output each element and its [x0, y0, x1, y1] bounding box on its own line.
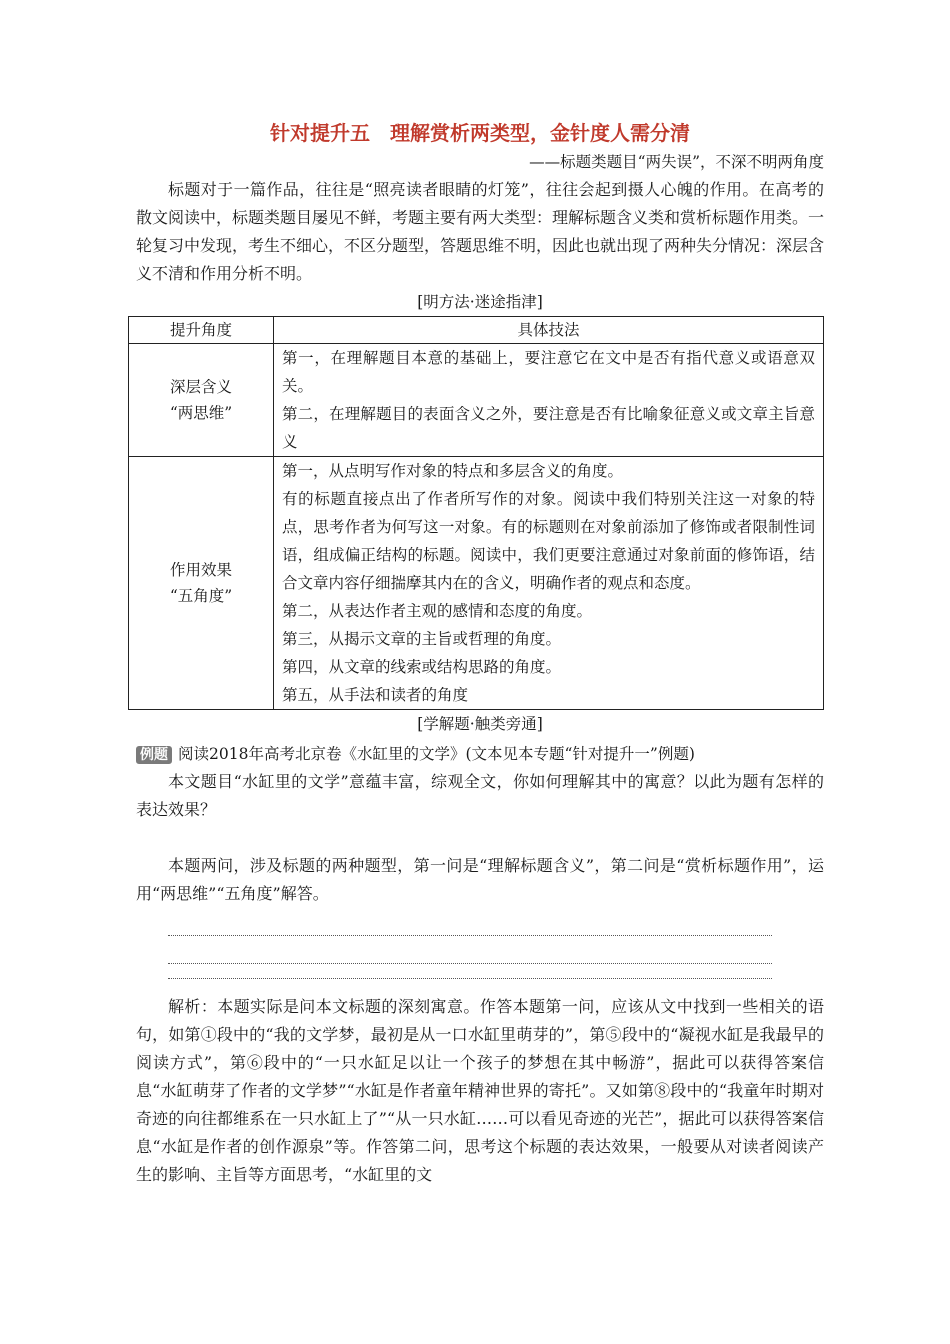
row-label-line: “两思维”	[169, 404, 233, 422]
example-badge: 例题	[136, 746, 172, 764]
section-heading-method: [明方法·迷途指津]	[417, 293, 543, 311]
analysis-paragraph: 解析：本题实际是问本文标题的深刻寓意。作答本题第一问，应该从文中找到一些相关的语句，如第①段中的“我的文学梦，最初是从一口水缸里萌芽的”，第⑤段中的“凝视水缸是我最早的阅读方式”，第⑥段中的“一只水缸足以让一个孩子的梦想在其中畅游”，据此可以获得答案信息“水缸萌芽了作者的文学梦”“水缸是作者童年精神世界的寄托”。又如第⑧段中的“我童年时期对奇迹的向往都维系在一只水缸上了”“从一只水缸……可以看见奇迹的光芒”，据此可以获得答案信息“水缸是作者的创作源泉”等。作答第二问，思考这个标题的表达效果，一般要从对读者阅读产生的影响、主旨等方面思考，“水缸里的文	[136, 997, 824, 1184]
row-label-line: 深层含义	[169, 378, 232, 396]
answer-line[interactable]	[168, 936, 772, 964]
row-label-effect	[129, 457, 274, 710]
section-heading-practice: [学解题·触类旁通]	[417, 715, 543, 733]
technique-item: 第二，在理解题目的表面含义之外，要注意是否有比喻象征意义或文章主旨意义	[282, 405, 815, 451]
example-text: 阅读2018年高考北京卷《水缸里的文学》(文本见本专题“针对提升一”例题)	[178, 745, 695, 763]
page-title: 针对提升五 理解赏析两类型，金针度人需分清	[270, 121, 690, 145]
example-question: 本文题目“水缸里的文学”意蕴丰富，综观全文，你如何理解其中的寓意？以此为题有怎样的表达效果？	[136, 772, 824, 819]
technique-item: 第二，从表达作者主观的感情和态度的角度。	[282, 602, 593, 620]
solving-tip: 本题两问，涉及标题的两种题型，第一问是“理解标题含义”，第二问是“赏析标题作用”，运用“两思维”“五角度”解答。	[136, 856, 824, 903]
table-row	[129, 344, 824, 457]
technique-item: 第五，从手法和读者的角度	[282, 686, 469, 704]
row-content	[274, 344, 824, 457]
table-header-row	[129, 317, 824, 344]
technique-item: 第三，从揭示文章的主旨或哲理的角度。	[282, 630, 562, 648]
row-label-line: 作用效果	[169, 561, 232, 579]
row-content	[274, 457, 824, 710]
table-row	[129, 457, 824, 710]
answer-line[interactable]	[168, 964, 772, 979]
intro-paragraph: 标题对于一篇作品，往往是“照亮读者眼睛的灯笼”，往往会起到摄人心魄的作用。在高考的散文阅读中，标题类题目屡见不鲜，考题主要有两大类型：理解标题含义类和赏析标题作用类。一轮复习中发现，考生不细心，不区分题型，答题思维不明，因此也就出现了两种失分情况：深层含义不清和作用分析不明。	[136, 180, 825, 283]
table-header-angle: 提升角度	[129, 317, 274, 344]
spacer	[136, 824, 824, 852]
answer-line[interactable]	[168, 908, 772, 936]
document-page	[136, 118, 824, 1189]
technique-item: 第四，从文章的线索或结构思路的角度。	[282, 658, 562, 676]
row-label-line: “五角度”	[169, 587, 233, 605]
technique-item: 第一，在理解题目本意的基础上，要注意它在文中是否有指代意义或语意双关。	[282, 349, 815, 395]
example-intro	[136, 740, 824, 768]
technique-table	[128, 316, 824, 710]
technique-item: 第一，从点明写作对象的特点和多层含义的角度。	[282, 462, 624, 480]
page-subtitle: ——标题类题目“两失误”，不深不明两角度	[529, 153, 824, 171]
row-label-deep-meaning	[129, 344, 274, 457]
table-header-technique: 具体技法	[274, 317, 824, 344]
technique-item: 有的标题直接点出了作者所写作的对象。阅读中我们特别关注这一对象的特点，思考作者为何写这一对象。有的标题则在对象前添加了修饰或者限制性词语，组成偏正结构的标题。阅读中，我们更要注意通过对象前面的修饰语，结合文章内容仔细揣摩其内在的含义，明确作者的观点和态度。	[282, 490, 815, 592]
